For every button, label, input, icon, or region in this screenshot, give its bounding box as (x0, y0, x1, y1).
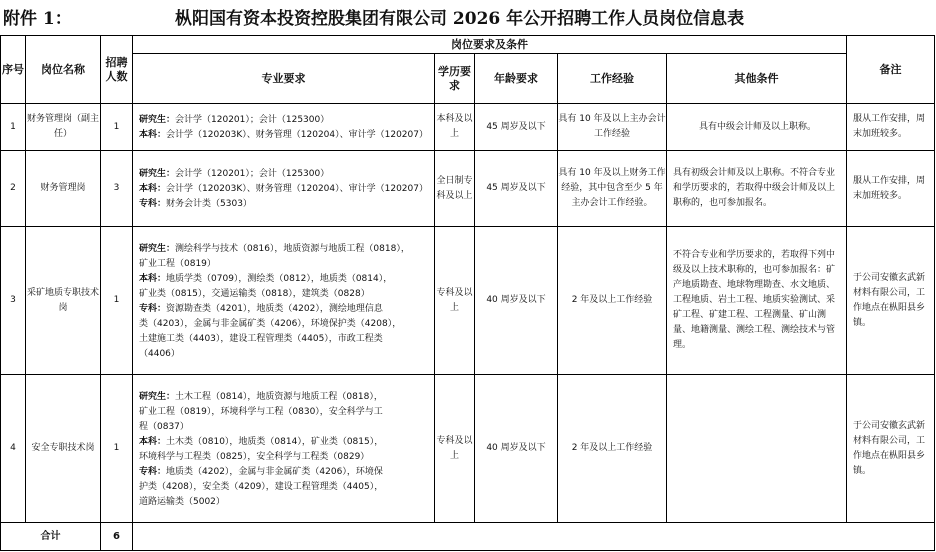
table-row (1, 104, 935, 151)
document-title: 枞阳国有资本投资控股集团有限公司 2026 年公开招聘工作人员岗位信息表 (175, 9, 745, 29)
major-line: 环境科学与工程类（0825），安全科学与工程类（0829） (139, 451, 370, 462)
row-remarks: 服从工作安排，周末加班较多。 (847, 151, 935, 227)
total-label: 合计 (1, 523, 101, 551)
row-remarks: 于公司安徽玄武新材料有限公司，工作地点在枞阳县乡镇。 (847, 227, 935, 375)
major-line: 研究生：测绘科学与技术（0816），地质资源与地质工程（0818）， (139, 243, 410, 254)
major-line: 研究生：会计学（120201）；会计（125300） (139, 115, 330, 125)
row-count: 1 (101, 104, 133, 151)
header-other: 其他条件 (667, 54, 847, 104)
row-other: 不符合专业和学历要求的，若取得下列中级及以上技术职称的，也可参加报名：矿产地质勘查、地球物理勘查、水文地质、工程地质、岩土工程、地质实验测试、采矿工程、矿建工程、工程测量、矿山测量、地籍测量、测绘工程、测绘技术与管理。 (667, 227, 847, 375)
row-education: 专科及以上 (435, 375, 475, 523)
row-experience: 具有 10 年及以上财务工作经验，其中包含至少 5 年主办会计工作经验。 (558, 151, 667, 227)
row-experience: 2 年及以上工作经验 (558, 227, 667, 375)
header-row-sub (1, 54, 935, 104)
row-age: 40 周岁及以下 (475, 375, 558, 523)
title-bar (0, 0, 936, 34)
header-hire-count: 招聘人数 (101, 36, 133, 104)
major-line: 本科：地质学类（0709），测绘类（0812），地质类（0814）， (139, 273, 393, 284)
row-other (667, 375, 847, 523)
row-count: 1 (101, 227, 133, 375)
row-major (133, 227, 435, 375)
row-count: 1 (101, 375, 133, 523)
major-line: 道路运输类（5002） (139, 496, 225, 507)
major-line: 本科：会计学（120203K）、财务管理（120204）、审计学（120207） (139, 130, 428, 140)
row-major (133, 104, 435, 151)
major-line: （4406） (139, 348, 180, 359)
major-line: 矿业工程（0819） (139, 258, 216, 269)
total-empty (133, 523, 935, 551)
row-other: 具有初级会计师及以上职称。不符合专业和学历要求的，若取得中级会计师及以上职称的，也可参加报名。 (667, 151, 847, 227)
row-experience: 具有 10 年及以上主办会计工作经验 (558, 104, 667, 151)
header-major: 专业要求 (133, 54, 435, 104)
header-requirements-group: 岗位要求及条件 (133, 36, 847, 54)
major-line: 专科：资源勘查类（4201），地质类（4202），测绘地理信息 (139, 303, 383, 314)
row-seq: 1 (1, 104, 26, 151)
table-row (1, 227, 935, 375)
major-line: 本科：土木类（0810），地质类（0814），矿业类（0815）， (139, 436, 384, 447)
row-count: 3 (101, 151, 133, 227)
row-remarks: 服从工作安排，周末加班较多。 (847, 104, 935, 151)
header-seq: 序号 (1, 36, 26, 104)
row-education: 专科及以上 (435, 227, 475, 375)
row-education: 本科及以上 (435, 104, 475, 151)
major-line: 本科：会计学（120203K）、财务管理（120204）、审计学（120207） (139, 184, 428, 194)
row-position: 财务管理岗 (26, 151, 101, 227)
header-age: 年龄要求 (475, 54, 558, 104)
major-line: 矿业工程（0819），环境科学与工程（0830），安全科学与工 (139, 406, 383, 417)
major-line: 专科：地质类（4202），金属与非金属矿类（4206），环境保 (139, 466, 383, 477)
major-line: 研究生：会计学（120201）；会计（125300） (139, 169, 330, 179)
row-other: 具有中级会计师及以上职称。 (667, 104, 847, 151)
row-major (133, 151, 435, 227)
header-education: 学历要求 (435, 54, 475, 104)
major-line: 类（4203），金属与非金属矿类（4206），环境保护类（4208）， (139, 318, 402, 329)
row-experience: 2 年及以上工作经验 (558, 375, 667, 523)
major-line: 程（0837） (139, 421, 189, 432)
row-major (133, 375, 435, 523)
header-remarks: 备注 (847, 36, 935, 104)
major-line: 矿业类（0815），交通运输类（0818），建筑类（0828） (139, 288, 370, 299)
row-age: 40 周岁及以下 (475, 227, 558, 375)
positions-table (0, 35, 935, 551)
table-row (1, 151, 935, 227)
header-row-group (1, 36, 935, 54)
table-row (1, 375, 935, 523)
major-line: 土建施工类（4403），建设工程管理类（4405），市政工程类 (139, 333, 383, 344)
major-line: 护类（4208），安全类（4209），建设工程管理类（4405）， (139, 481, 384, 492)
major-line: 专科：财务会计类（5303） (139, 199, 252, 209)
header-position: 岗位名称 (26, 36, 101, 104)
row-position: 采矿地质专职技术岗 (26, 227, 101, 375)
row-age: 45 周岁及以下 (475, 104, 558, 151)
row-seq: 2 (1, 151, 26, 227)
total-count: 6 (101, 523, 133, 551)
row-remarks: 于公司安徽玄武新材料有限公司，工作地点在枞阳县乡镇。 (847, 375, 935, 523)
row-age: 45 周岁及以下 (475, 151, 558, 227)
header-experience: 工作经验 (558, 54, 667, 104)
major-line: 研究生：土木工程（0814），地质资源与地质工程（0818）， (139, 391, 383, 402)
row-position: 安全专职技术岗 (26, 375, 101, 523)
attachment-label: 附件 1： (3, 9, 72, 29)
row-education: 全日制专科及以上 (435, 151, 475, 227)
row-position: 财务管理岗（副主任） (26, 104, 101, 151)
row-seq: 4 (1, 375, 26, 523)
total-row (1, 523, 935, 551)
row-seq: 3 (1, 227, 26, 375)
